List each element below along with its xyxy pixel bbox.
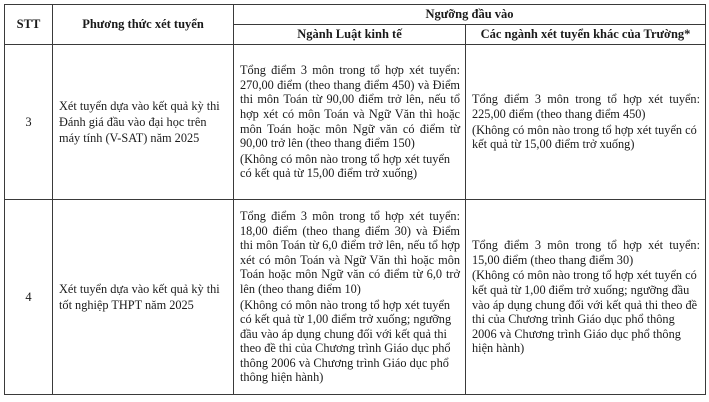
table-row [5,45,706,200]
row-other-note: (Không có môn nào trong tổ hợp xét tuyển có kết quả từ 1,00 điểm trở xuống; ngưỡng đầu vào áp dụng chung đối với kết quả thi theo đề thi của Chương trình Giáo dục phổ thông 2006 và Chương trình Giáo dục phổ thông hiện hành) [472,268,698,356]
row-other-note: (Không có môn nào trong tổ hợp xét tuyển có kết quả từ 15,00 điểm trở xuống) [472,122,697,152]
header-other: Các ngành xét tuyển khác của Trường* [466,25,706,45]
row-law-cell [234,200,466,395]
header-law: Ngành Luật kinh tế [234,25,466,45]
header-method: Phương thức xét tuyển [53,5,234,45]
table-row [5,200,706,395]
row-stt: 3 [5,45,53,200]
row-other-cell [466,200,706,395]
row-method: Xét tuyển dựa vào kết quả kỳ thi Đánh giá đầu vào đại học trên máy tính (V-SAT) năm 2025 [53,45,234,200]
header-stt: STT [5,5,53,45]
table-header-row [5,5,706,25]
row-stt: 4 [5,200,53,395]
row-method: Xét tuyển dựa vào kết quả kỳ thi tốt nghiệp THPT năm 2025 [53,200,234,395]
header-threshold: Ngưỡng đầu vào [234,5,706,25]
row-law-cell [234,45,466,200]
row-law-note: (Không có môn nào trong tổ hợp xét tuyển có kết quả từ 15,00 điểm trở xuống) [240,151,451,181]
row-other-cell [466,45,706,200]
row-law-note: (Không có môn nào trong tổ hợp xét tuyển có kết quả từ 1,00 điểm trở xuống; ngưỡng đầu vào áp dụng chung đối với kết quả thi theo đề thi của Chương trình Giáo dục phổ thông 2006 và Chương trình Giáo dục phổ thông hiện hành) [240,297,452,385]
row-law-main: Tổng điểm 3 môn trong tổ hợp xét tuyển: 270,00 điểm (theo thang điểm 450) và Điểm thi môn Toán từ 90,00 điểm trở lên, nếu tổ hợp xét có môn Toán và Ngữ Văn thì hoặc môn Toán hoặc môn Ngữ văn có điểm từ 90,00 trở lên (theo thang điểm 150) [240,63,460,151]
row-law-main: Tổng điểm 3 môn trong tổ hợp xét tuyển: 18,00 điểm (theo thang điểm 30) và Điểm thi môn Toán từ 6,0 điểm trở lên, nếu tổ hợp xét có môn Toán và Ngữ Văn thì hoặc môn Toán hoặc môn Ngữ văn có điểm từ 6,0 trở lên (theo thang điểm 10) [240,208,460,296]
row-other-main: Tổng điểm 3 môn trong tổ hợp xét tuyển: 15,00 điểm (theo thang điểm 30) [472,238,700,267]
admission-threshold-table [4,4,706,395]
row-other-main: Tổng điểm 3 môn trong tổ hợp xét tuyển: 225,00 điểm (theo thang điểm 450) [472,92,700,121]
